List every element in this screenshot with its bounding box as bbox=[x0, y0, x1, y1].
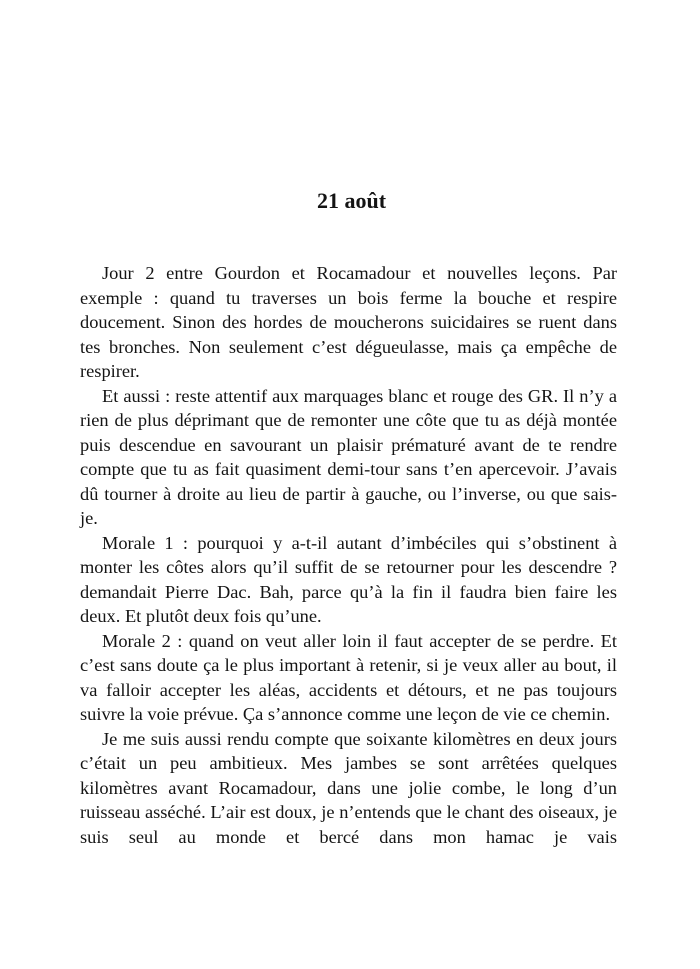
chapter-title: 21 août bbox=[316, 188, 387, 213]
paragraph-2: Et aussi : reste attentif aux marquages blanc et rouge des GR. Il n’y a rien de plus déprimant que de remonter une côte que tu as déjà montée puis descendue en savourant un plaisir prématuré avant de te rendre compte que tu as fait quasiment demi-tour sans t’en apercevoir. J’avais dû tourner à droite au lieu de partir à gauche, ou l’inverse, ou que sais-je. bbox=[80, 385, 617, 528]
paragraph-1: Jour 2 entre Gourdon et Rocamadour et nouvelles leçons. Par exemple : quand tu traverses un bois ferme la bouche et respire doucement. Sinon des hordes de moucherons suicidaires se ruent dans tes bronches. Non seulement c’est dégueulasse, mais ça empêche de respirer. bbox=[80, 263, 617, 381]
paragraph-5: Je me suis aussi rendu compte que soixante kilomètres en deux jours c’était un peu ambitieux. Mes jambes se sont arrêtées quelques kilomètres avant Rocamadour, dans une jolie combe, le long d’un ruisseau asséché. L’air est doux, je n’entends que le chant des oiseaux, je suis seul au monde et bercé dans mon hamac je vais bbox=[80, 728, 617, 847]
paragraph-3: Morale 1 : pourquoi y a-t-il autant d’imbéciles qui s’obstinent à monter les côtes alors qu’il suffit de se retourner pour les descendre ? demandait Pierre Dac. Bah, parce qu’à la fin il faudra bien faire les deux. Et plutôt deux fois qu’une. bbox=[80, 532, 617, 626]
book-page bbox=[80, 183, 617, 849]
paragraph-4: Morale 2 : quand on veut aller loin il faut accepter de se perdre. Et c’est sans doute ça le plus important à retenir, si je veux aller au bout, il va falloir accepter les aléas, accidents et détours, et ne pas toujours suivre la voie prévue. Ça s’annonce comme une leçon de vie ce chemin. bbox=[80, 630, 617, 724]
